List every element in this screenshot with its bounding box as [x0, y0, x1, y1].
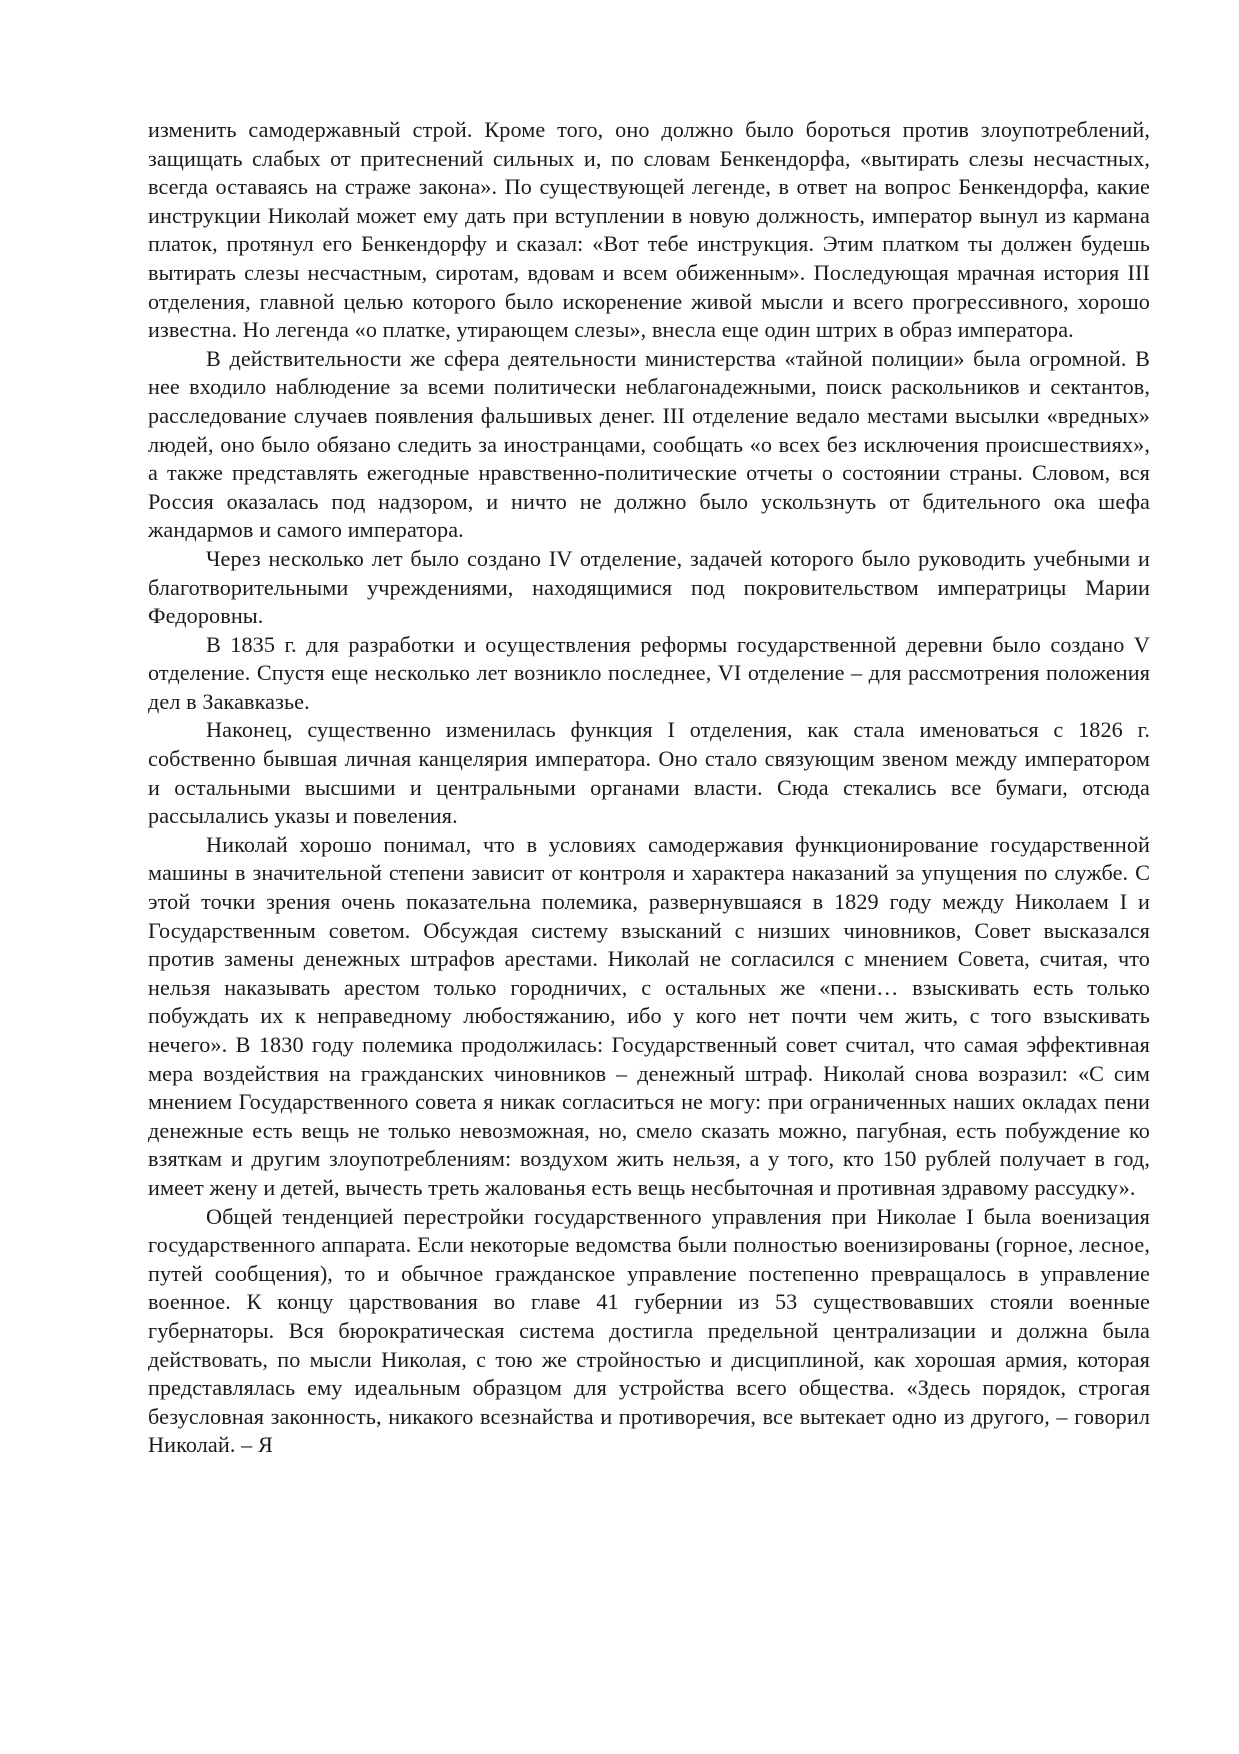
paragraph-4: В 1835 г. для разработки и осуществления реформы государственной деревни было создано V отделение. Спустя еще несколько лет возникло последнее, VI отделение – для рассмотрения положения дел в Закавказье.: [148, 631, 1150, 714]
paragraph-3: Через несколько лет было создано IV отделение, задачей которого было руководить учебными и благотворительными учреждениями, находящимися под покровительством императрицы Марии Федоровны.: [148, 545, 1150, 629]
paragraph-6: Николай хорошо понимал, что в условиях самодержавия функционирование государственной машины в значительной степени зависит от контроля и характера наказаний за упущения по службе. С этой точки зрения очень показательна полемика, развернувшаяся в 1829 году между Николаем I и Государственным советом. Обсуждая систему взысканий с низших чиновников, Совет высказался против замены денежных штрафов арестами. Николай не согласился с мнением Совета, считая, что нельзя наказывать арестом только городничих, с остальных же «пени… взыскивать есть только побуждать их к неправедному любостяжанию, ибо у кого нет почти чем жить, с того взыскивать нечего». В 1830 году полемика продолжилась: Государственный совет считал, что самая эффективная мера воздействия на гражданских чиновников – денежный штраф. Николай снова возразил: «С сим мнением Государственного совета я никак согласиться не могу: при ограниченных наших окладах пени денежные есть вещь не только невозможная, но, смело сказать можно, пагубная, есть побуждение ко взяткам и другим злоупотреблениям: воздухом жить нельзя, а у того, кто 150 рублей получает в год, имеет жену и детей, вычесть треть жалованья есть вещь несбыточная и противная здравому рассудку».: [148, 831, 1150, 1200]
paragraph-7: Общей тенденцией перестройки государственного управления при Николае I была военизация государственного аппарата. Если некоторые ведомства были полностью военизированы (горное, лесное, путей сообщения), то и обычное гражданское управление постепенно превращалось в управление военное. К концу царствования во главе 41 губернии из 53 существовавших стояли военные губернаторы. Вся бюрократическая система достигла предельной централизации и должна была действовать, по мысли Николая, с тою же стройностью и дисциплиной, как хорошая армия, которая представлялась ему идеальным образцом для устройства всего общества. «Здесь порядок, строгая безусловная законность, никакого всезнайства и противоречия, все вытекает одно из другого, – говорил Николай. – Я: [148, 1203, 1150, 1458]
paragraph-5: Наконец, существенно изменилась функция I отделения, как стала именоваться с 1826 г. собственно бывшая личная канцелярия императора. Оно стало связующим звеном между императором и остальными высшими и центральными органами власти. Сюда стекались все бумаги, отсюда рассылались указы и повеления.: [148, 717, 1150, 829]
document-page: [148, 116, 1150, 1460]
paragraph-1: изменить самодержавный строй. Кроме того, оно должно было бороться против злоупотреблений, защищать слабых от притеснений сильных и, по словам Бенкендорфа, «вытирать слезы несчастных, всегда оставаясь на страже закона». По существующей легенде, в ответ на вопрос Бенкендорфа, какие инструкции Николай может ему дать при вступлении в новую должность, император вынул из кармана платок, протянул его Бенкендорфу и сказал: «Вот тебе инструкция. Этим платком ты должен будешь вытирать слезы несчастным, сиротам, вдовам и всем обиженным». Последующая мрачная история III отделения, главной целью которого было искоренение живой мысли и всего прогрессивного, хорошо известна. Но легенда «о платке, утирающем слезы», внесла еще один штрих в образ императора.: [148, 117, 1150, 343]
paragraph-2: В действительности же сфера деятельности министерства «тайной полиции» была огромной. В нее входило наблюдение за всеми политически неблагонадежными, поиск раскольников и сектантов, расследование случаев появления фальшивых денег. III отделение ведало местами высылки «вредных» людей, оно было обязано следить за иностранцами, сообщать «о всех без исключения происшествиях», а также представлять ежегодные нравственно-политические отчеты о состоянии страны. Словом, вся Россия оказалась под надзором, и ничто не должно было ускользнуть от бдительного ока шефа жандармов и самого императора.: [148, 345, 1150, 543]
